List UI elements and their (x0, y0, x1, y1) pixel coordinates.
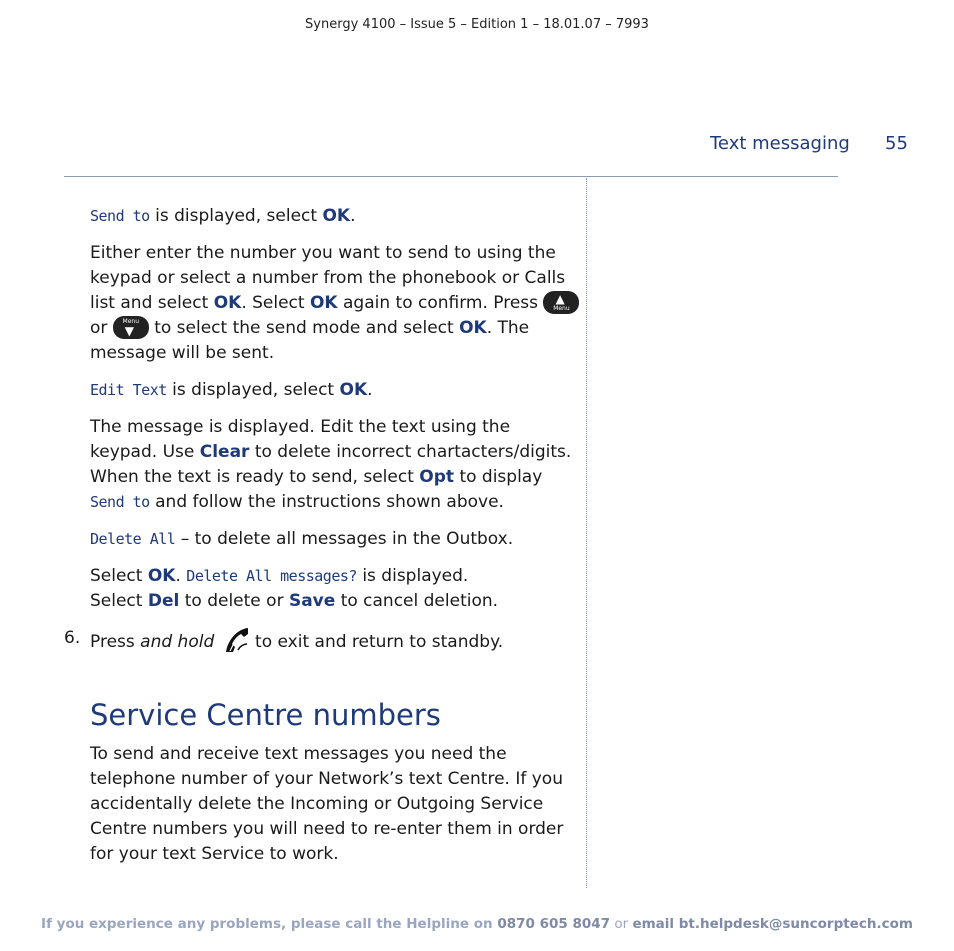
display-text-delete-all: Delete All (90, 530, 176, 548)
key-save: Save (288, 591, 336, 611)
step-6: 6. Press and hold to exit and return to standby. (90, 626, 580, 656)
section-heading: Service Centre numbers (90, 698, 441, 732)
main-content (64, 204, 580, 879)
key-ok: OK (309, 293, 338, 313)
key-opt: Opt (419, 467, 455, 487)
display-text-send-to: Send to (90, 207, 150, 225)
paragraph-delete-all: Delete All – to delete all messages in the Outbox. (90, 529, 514, 549)
scroll-up-menu-button-icon: ▲ Menu (543, 291, 579, 314)
display-text-edit-text: Edit Text (90, 381, 167, 399)
helpline-footer: If you experience any problems, please call the Helpline on 0870 605 8047 or email bt.helpdesk@suncorptech.com (41, 916, 913, 932)
step-number: 6. (64, 628, 81, 648)
header-divider (64, 176, 838, 177)
display-text-delete-all-messages: Delete All messages? (186, 567, 357, 585)
document-id-header: Synergy 4100 – Issue 5 – Edition 1 – 18.01.07 – 7993 (305, 17, 649, 32)
scroll-down-menu-button-icon: Menu ▼ (113, 316, 149, 339)
page-number: 55 (885, 133, 908, 154)
key-del: Del (147, 591, 180, 611)
display-text-send-to: Send to (90, 493, 150, 511)
key-ok: OK (339, 380, 368, 400)
key-ok: OK (213, 293, 242, 313)
section-title: Text messaging (710, 133, 850, 154)
paragraph-enter-number: Either enter the number you want to send to using the keypad or select a number from the phonebook or Calls list and select OK. Select OK again to confirm. Press ▲ Menu or Menu ▼ to select the send mode and select OK. The message will be sent. (90, 241, 580, 366)
key-clear: Clear (199, 442, 250, 462)
paragraph-send-to: Send to is displayed, select OK. (90, 206, 356, 226)
paragraph-confirm-delete: Select OK. Delete All messages? is displayed. Select Del to delete or Save to cancel deletion. (90, 566, 499, 611)
column-divider (586, 178, 587, 888)
helpline-phone: 0870 605 8047 (497, 916, 611, 932)
key-ok: OK (147, 566, 176, 586)
paragraph-message-displayed: The message is displayed. Edit the text using the keypad. Use Clear to delete incorrect chartacters/digits. When the text is ready to send, select Opt to display Send to and follow the instructions shown above. (90, 417, 572, 512)
key-ok: OK (459, 318, 487, 338)
end-call-phone-icon (220, 626, 250, 656)
paragraph-service-centre: To send and receive text messages you need the telephone number of your Network’s text Centre. If you accidentally delete the Incoming or Outgoing Service Centre numbers you will need to re-enter them in order for your text Service to work. (90, 744, 564, 864)
paragraph-edit-text: Edit Text is displayed, select OK. (90, 380, 373, 400)
helpline-email: email bt.helpdesk@suncorptech.com (632, 916, 913, 932)
key-ok: OK (322, 206, 351, 226)
